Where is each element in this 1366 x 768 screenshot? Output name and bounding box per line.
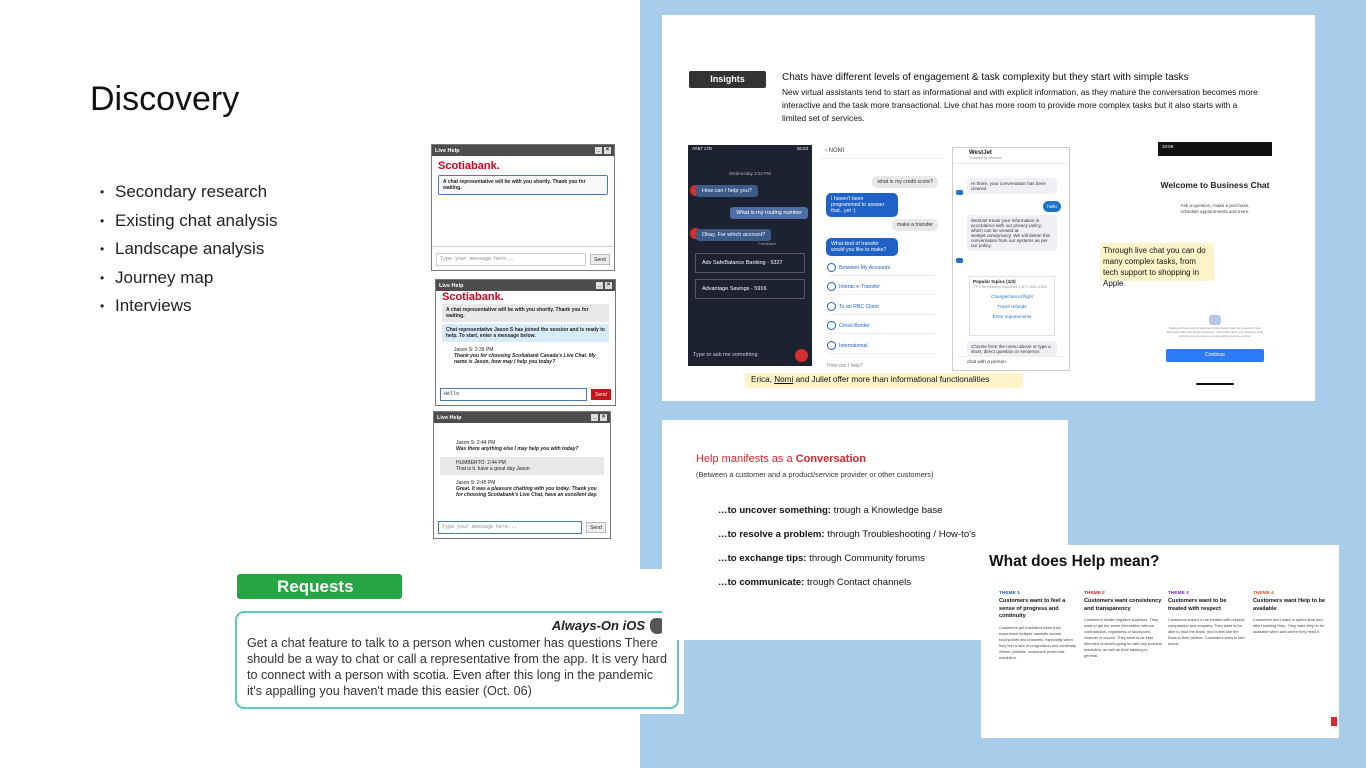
insights-badge: Insights [689, 71, 766, 88]
minimize-icon[interactable]: _ [592, 414, 597, 420]
continue-button[interactable]: Continue [1166, 349, 1264, 362]
option-label: Between My Accounts [839, 264, 891, 271]
message-text: Thank you for choosing Scotiabank Canada's Live Chat. My name is Jason, how may I help you today? [454, 353, 596, 365]
help-conversation-list [718, 505, 976, 601]
send-button[interactable]: Send [591, 389, 611, 400]
nomi-phone [819, 145, 944, 375]
item-text: trough a Knowledge base [831, 505, 943, 516]
item-text: through Troubleshooting / How-to's [824, 529, 976, 540]
bullet-label: Existing chat analysis [115, 210, 278, 230]
requests-card [229, 569, 684, 714]
send-button[interactable]: Send [586, 522, 606, 533]
list-item [718, 577, 976, 601]
scotiabank-logo: Scotiabank. [442, 291, 504, 303]
live-help-window-3 [433, 411, 611, 539]
transfer-option[interactable] [827, 260, 935, 276]
bullet-item [100, 292, 278, 321]
scotiabank-logo: Scotiabank. [438, 160, 500, 172]
option-label: Interac e-Transfer [839, 283, 881, 290]
item-bold: …to uncover something: [718, 505, 831, 516]
transfer-option[interactable] [827, 318, 935, 334]
option-icon [827, 263, 836, 272]
theme-heading: Customers want to be treated with respect [1168, 598, 1227, 612]
theme-number: THEME 1 [999, 591, 1020, 596]
bot-avatar-icon [956, 258, 963, 263]
westjet-header [953, 148, 1069, 164]
bot-message: I haven't been programmed to answer that...yet :) [826, 193, 898, 217]
send-button[interactable]: Send [590, 254, 610, 265]
minimize-icon[interactable]: _ [596, 147, 601, 153]
live-help-window-1 [431, 144, 615, 271]
system-message: A chat representative will be with you shortly. Thank you for waiting. [438, 175, 608, 195]
agent-message [440, 477, 604, 501]
system-message: Chat representative Jason S has joined the session and is ready to help. To start, enter a message below. [442, 324, 609, 342]
nomi-title: NOMI [828, 148, 845, 154]
message-text: That is it. have a great day Jason [456, 466, 530, 472]
topics-title: Popular topics (1/3) [973, 279, 1016, 284]
bullet-icon: • [100, 270, 105, 285]
request-quote [235, 611, 679, 709]
message-sender: Jason S: 2:45 PM [456, 480, 496, 486]
list-item [718, 553, 976, 577]
note-text: and Juliet offer more than informational functionalities [793, 375, 990, 384]
item-bold: …to exchange tips: [718, 553, 807, 564]
message-text: Was there anything else I may help you with today? [456, 446, 579, 452]
westjet-title: WestJet [969, 150, 992, 156]
item-bold: …to resolve a problem: [718, 529, 825, 540]
nomi-header [819, 145, 944, 159]
theme-column [1084, 591, 1162, 659]
message-sender: Jason S: 2:39 PM [454, 347, 494, 353]
option-label: To an RBC Client [839, 303, 879, 310]
bot-message: Okay. For which account? [696, 229, 771, 241]
message-input[interactable]: chat with a person [957, 356, 1065, 368]
erica-note [745, 373, 1023, 388]
home-indicator [1196, 383, 1234, 385]
theme-column [999, 591, 1077, 661]
bullet-item [100, 264, 278, 293]
option-label: International [839, 342, 868, 349]
theme-column [1168, 591, 1246, 647]
transfer-option[interactable] [827, 299, 935, 315]
window-titlebar [432, 145, 614, 156]
option-label: Cross-Border [839, 322, 870, 329]
window-title: Live Help [435, 147, 460, 154]
insights-headline: Chats have different levels of engagement & task complexity but they start with simple tasks [782, 72, 1189, 83]
bot-message: Hi there, your conversation has been cleared. [967, 178, 1057, 194]
item-text: through Community forums [806, 553, 925, 564]
item-text: trough Contact channels [804, 577, 912, 588]
message-input[interactable]: How can I help? [827, 363, 863, 369]
topic-link[interactable]: Travel refunds [997, 304, 1027, 309]
message-sender: Jason S: 2:44 PM [456, 440, 496, 446]
page-title: Discovery [90, 80, 240, 118]
theme-heading: Customers want consistency and transparency [1084, 598, 1162, 612]
bullet-label: Interviews [115, 296, 192, 316]
bullet-label: Secondary research [115, 182, 268, 202]
system-message: A chat representative will be with you shortly. Thank you for waiting. [442, 304, 609, 322]
microphone-icon[interactable] [795, 349, 808, 362]
message-input[interactable]: Type your message here... [436, 253, 586, 266]
window-title: Live Help [437, 414, 462, 421]
business-chat-subtitle: Ask a question, make a purchase, schedule appointments and more. [1180, 203, 1250, 214]
chat-date: Wednesday 3:22 PM [729, 171, 771, 176]
user-message: what is my credit score? [872, 176, 938, 188]
theme-column [1253, 591, 1331, 635]
theme-heading: Customers want to feel a sense of progress and continuity [999, 598, 1066, 619]
bot-message: What kind of transfer would you like to make? [826, 238, 898, 256]
minimize-icon[interactable]: _ [597, 282, 602, 288]
popular-topics-card [969, 276, 1055, 336]
message-input[interactable]: Hello [440, 388, 587, 401]
theme-number: THEME 3 [1168, 591, 1189, 596]
topics-note: TTY for hearing impaired 1-877-952-0100 [973, 284, 1047, 289]
agent-message [442, 344, 609, 368]
message-text: Great. It was a pleasure chatting with you today. Thank you for choosing Scotiabank's Live Chat, have an excellent day. [456, 486, 598, 498]
window-title: Live Help [439, 282, 464, 289]
title-bold: Conversation [795, 453, 866, 465]
option-icon [827, 321, 836, 330]
bullet-item [100, 207, 278, 236]
bot-avatar-icon [956, 190, 963, 195]
theme-heading: Customers want Help to be available [1253, 598, 1326, 612]
theme-text: Customers get frustrated when they experience multiple handoffs across touchpoints and channels, especially when they feel a lack of progression and continuity. Where possible, customers prefer fast resolution. [999, 624, 1077, 660]
help-meaning-title: What does Help mean? [989, 553, 1160, 570]
message-input[interactable]: Type your message here... [438, 521, 582, 534]
option-icon [827, 282, 836, 291]
option-icon [827, 302, 836, 311]
status-bar [688, 145, 812, 153]
insights-body: New virtual assistants tend to start as informational and with explicit information, as they mature the conversation becomes more interactive and the task more transactional. Live chat has more room to provide more complex tasks but it also starts with a limited set of services. [782, 87, 1258, 123]
user-message: make a transfer [892, 219, 938, 231]
close-icon[interactable]: × [601, 414, 606, 420]
westjet-phone [952, 147, 1070, 371]
westjet-subtitle: Powered by Intercom [969, 156, 1003, 160]
bullet-label: Landscape analysis [115, 239, 265, 259]
request-text: Get a chat feature to talk to a person when customer has questions There should be a way to chat or call a representative from the app. It is very hard to connect with a person with scotia. Even after this long in the pandemic it's appalling you haven't made this easier (Oct. 06) [247, 636, 668, 698]
message-sender: HUMBERTO: 2:44 PM [456, 460, 506, 466]
topic-link[interactable]: Entry requirements [992, 314, 1032, 319]
agent-message [440, 437, 604, 455]
theme-number: THEME 2 [1084, 591, 1105, 596]
list-item [718, 505, 976, 529]
bullet-item [100, 178, 278, 207]
note-text: Nomi [774, 375, 794, 384]
people-icon [1209, 315, 1221, 325]
message-input[interactable]: Type or ask me something [693, 352, 758, 358]
option-icon [827, 341, 836, 350]
bullet-icon: • [100, 213, 105, 228]
privacy-notice: Business Chats are encrypted and Apple doesn't read the contents of your Business Chats with Apple businesses. Information about your Business Chat activities may be used to provide and improve the service. [1166, 326, 1264, 338]
bullet-icon: • [100, 185, 105, 200]
window-titlebar [436, 280, 615, 291]
transfer-option[interactable] [827, 279, 935, 295]
user-message: What is my routing number [730, 207, 808, 219]
bullet-icon: • [100, 299, 105, 314]
list-item [718, 529, 976, 553]
help-meaning-slide [981, 545, 1339, 738]
note-text: Erica, [751, 375, 775, 384]
account-option[interactable]: Adv SafeBalance Banking - 5327 [695, 253, 805, 273]
status-time: 16:23 [796, 146, 808, 151]
live-chat-note: Through live chat you can do many complex tasks, from tech support to shopping in Apple [1100, 243, 1214, 281]
bot-message: Choose from the menu above or type a short, direct question or sentence. [967, 341, 1057, 357]
help-conversation-title [696, 453, 866, 465]
insights-panel [662, 15, 1315, 401]
transfer-option[interactable] [827, 338, 935, 354]
bot-message: WestJet treats your information in accordance with our privacy policy, which can be viewed at westjet.com/privacy. We will delete this conversation from our systems as per our policy. [967, 215, 1057, 251]
bullet-label: Journey map [115, 267, 214, 287]
erica-phone [688, 145, 812, 366]
window-titlebar [434, 412, 610, 423]
bullet-item [100, 235, 278, 264]
close-icon[interactable]: × [606, 282, 611, 288]
bullet-list [100, 178, 278, 321]
topic-link[interactable]: Change/cancel flight [991, 294, 1033, 299]
business-chat-title: Welcome to Business Chat [1160, 180, 1270, 190]
item-bold: …to communicate: [718, 577, 805, 588]
brand-mark-icon [1331, 717, 1337, 726]
theme-text: Customers dislike negative surprises. They want to get the same information without contradiction, regardless of touchpoint, channel or source. They want to be kept informed of what's going on with any problem resolution, as well as their banking in general. [1084, 617, 1162, 658]
close-icon[interactable]: × [605, 147, 610, 153]
carrier: AT&T LTE [692, 146, 713, 151]
theme-text: Customers expect to be treated with respect, compassion and empathy. They want to be able to trust the Bank, and to feel like the Bank is their partner. Customers want to feel heard. [1168, 617, 1246, 646]
bot-message: How can I help you? [696, 185, 758, 197]
user-message [440, 457, 604, 475]
feedback-link[interactable]: Feedback [758, 241, 776, 246]
back-icon[interactable]: ‹ [825, 148, 829, 154]
user-message: hello [1043, 201, 1061, 212]
live-help-window-2 [435, 279, 616, 406]
requests-header: Requests [237, 574, 402, 599]
theme-text: Customers don't want to spend time and effort seeking Help. They want Help to be available when and where they need it. [1253, 617, 1325, 634]
bullet-icon: • [100, 242, 105, 257]
status-bar: 10:59 [1158, 142, 1272, 156]
help-conversation-subtitle: (Between a customer and a product/service provider or other customers) [696, 470, 934, 479]
title-text: Help manifests as a [696, 453, 796, 465]
account-option[interactable]: Advantage Savings - 5916 [695, 279, 805, 299]
request-source: Always-On iOS [551, 618, 645, 633]
theme-number: THEME 4 [1253, 591, 1274, 596]
